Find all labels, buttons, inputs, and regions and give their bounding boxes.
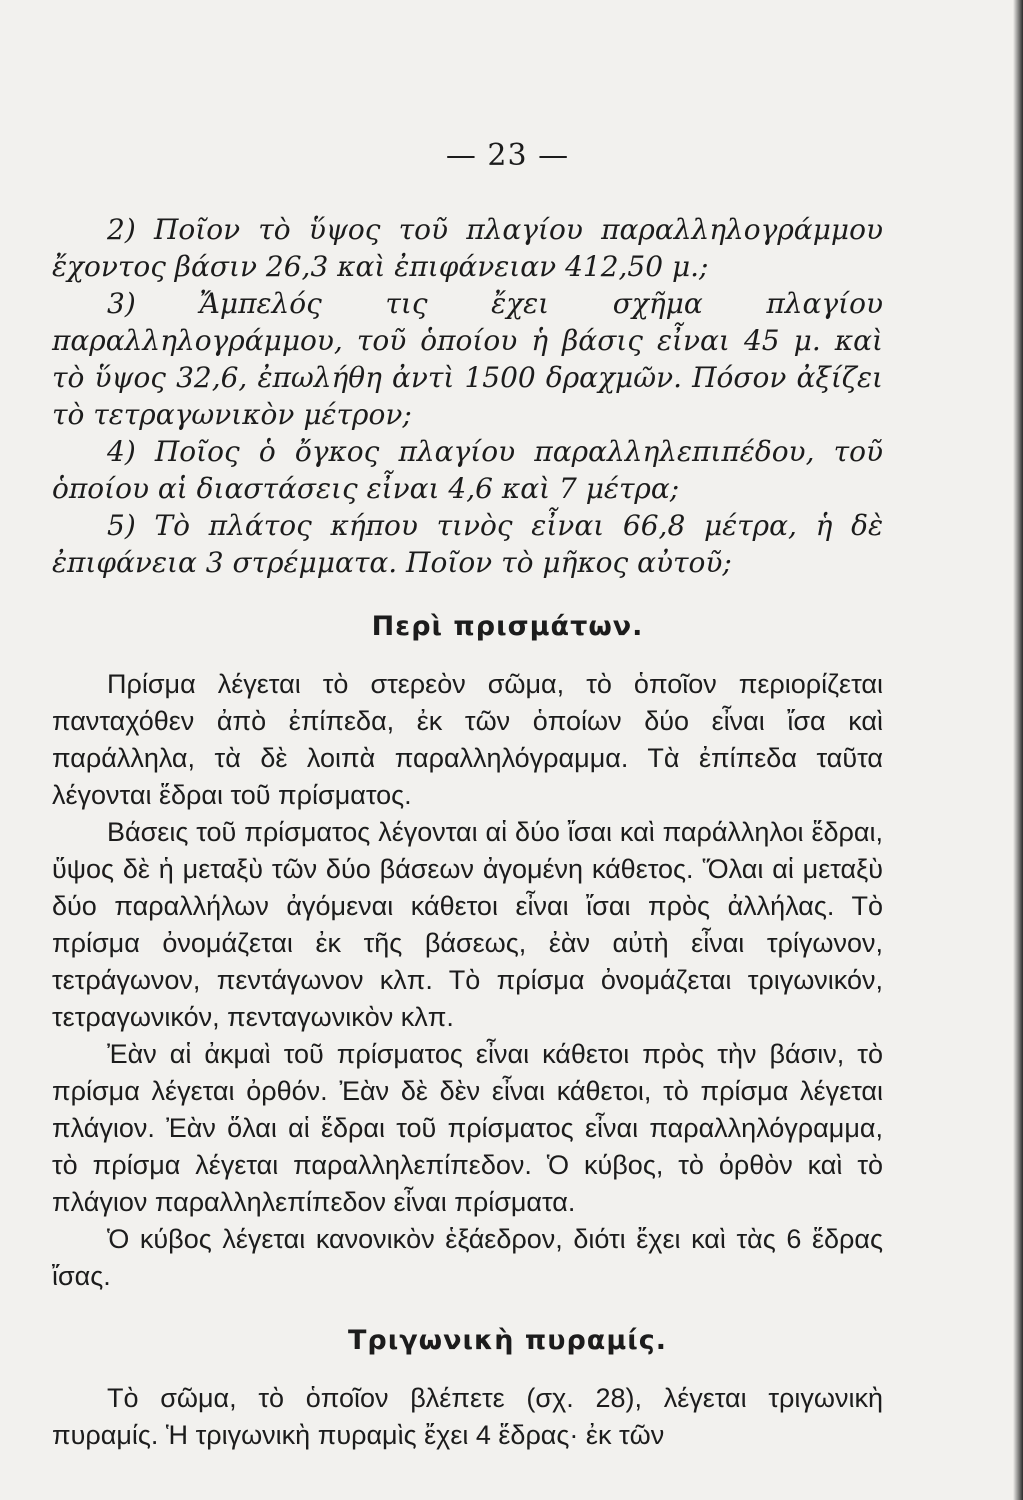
exercise-item: 3) Ἄμπελός τις ἔχει σχῆμα πλαγίου παραλληλογράμμου, τοῦ ὁποίου ἡ βάσις εἶναι 45 μ. καὶ τὸ ὕψος 32,6, ἐπωλήθη ἀντὶ 1500 δραχμῶν. Πόσον ἀξίζει τὸ τετραγωνικὸν μέτρον; <box>52 287 883 431</box>
paragraph: Πρίσμα λέγεται τὸ στερεὸν σῶμα, τὸ ὁποῖον περιορίζεται πανταχόθεν ἀπὸ ἐπίπεδα, ἐκ τῶν ὁποίων δύο εἶναι ἴσα καὶ παράλληλα, τὰ δὲ λοιπὰ παραλληλόγραμμα. Τὰ ἐπίπεδα ταῦτα λέγονται ἕδραι τοῦ πρίσματος. <box>52 669 883 810</box>
page-number: — 23 — <box>445 138 570 173</box>
exercise-item: 5) Τὸ πλάτος κήπου τινὸς εἶναι 66,8 μέτρα, ἡ δὲ ἐπιφάνεια 3 στρέμματα. Ποῖον τὸ μῆκος αὐτοῦ; <box>52 509 883 579</box>
paragraph: Ὁ κύβος λέγεται κανονικὸν ἑξάεδρον, διότι ἔχει καὶ τὰς 6 ἕδρας ἴσας. <box>52 1224 883 1291</box>
section-body-prisms <box>52 666 883 1295</box>
exercise-item: 2) Ποῖον τὸ ὕψος τοῦ πλαγίου παραλληλογράμμου ἔχοντος βάσιν 26,3 καὶ ἐπιφάνειαν 412,50 μ.; <box>52 213 883 283</box>
exercise-item: 4) Ποῖος ὁ ὄγκος πλαγίου παραλληλεπιπέδου, τοῦ ὁποίου αἱ διαστάσεις εἶναι 4,6 καὶ 7 μέτρα; <box>52 435 883 505</box>
section-heading-prisms: Περὶ πρισμάτων. <box>371 611 644 642</box>
paragraph: Τὸ σῶμα, τὸ ὁποῖον βλέπετε (σχ. 28), λέγεται τριγωνικὴ πυραμίς. Ἡ τριγωνικὴ πυραμὶς ἔχει 4 ἕδρας· ἐκ τῶν <box>52 1383 883 1450</box>
paragraph: Βάσεις τοῦ πρίσματος λέγονται αἱ δύο ἴσαι καὶ παράλληλοι ἕδραι, ὕψος δὲ ἡ μεταξὺ τῶν δύο βάσεων ἀγομένη κάθετος. Ὅλαι αἱ μεταξὺ δύο παραλλήλων ἀγόμεναι κάθετοι εἶναι ἴσαι πρὸς ἀλλήλας. Τὸ πρίσμα ὀνομάζεται ἐκ τῆς βάσεως, ἐὰν αὐτὴ εἶναι τρίγωνον, τετράγωνον, πεντάγωνον κλπ. Τὸ πρίσμα ὀνομάζεται τριγωνικόν, τετραγωνικόν, πενταγωνικὸν κλπ. <box>52 817 883 1032</box>
exercise-list <box>52 211 883 581</box>
section-body-pyramid <box>52 1380 883 1454</box>
paragraph: Ἐὰν αἱ ἀκμαὶ τοῦ πρίσματος εἶναι κάθετοι πρὸς τὴν βάσιν, τὸ πρίσμα λέγεται ὀρθόν. Ἐὰν δὲ δὲν εἶναι κάθετοι, τὸ πρίσμα λέγεται πλάγιον. Ἐὰν ὅλαι αἱ ἕδραι τοῦ πρίσματος εἶναι παραλληλόγραμμα, τὸ πρίσμα λέγεται παραλληλεπίπεδον. Ὁ κύβος, τὸ ὀρθὸν καὶ τὸ πλάγιον παραλληλεπίπεδον εἶναι πρίσματα. <box>52 1039 883 1217</box>
section-heading-pyramid: Τριγωνικὴ πυραμίς. <box>348 1325 667 1356</box>
page-edge-shadow <box>1013 0 1023 1500</box>
